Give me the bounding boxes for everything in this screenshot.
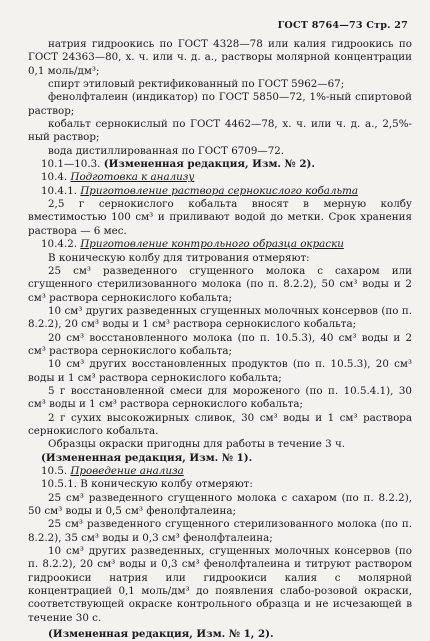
reagent-distilled-water: вода дистиллированная по ГОСТ 6709—72.	[48, 144, 285, 157]
section-10-4-1-title: Приготовление раствора сернокислого кобальта	[80, 184, 359, 197]
paragraph-10-5-1-titration: 10 см³ других разведенных, сгущенных молочных консервов (по п. 8.2.2), 20 см³ воды и 0,3 см³ фенолфталеина и титруют раствором гидроокиси натрия или гидроокиси калия с молярной концентрацией 0,1 моль/дм³ до появления слабо-розовой окраски, соответствующей окраске контрольного образца и не исчезающей в течение 30 с.	[28, 545, 412, 624]
reagent-cobalt-sulfate: кобальт сернокислый по ГОСТ 4462—78, х. ч. или ч. д. а., 2,5%-ный раствор;	[28, 118, 412, 144]
edit-note-1-text: (Измененная редакция, Изм. № 2).	[103, 158, 315, 171]
page-header: ГОСТ 8764—73 Стр. 27	[277, 20, 408, 31]
paragraph-10-4-2-other-preserves: 10 см³ других разведенных сгущенных молочных консервов (по п. 8.2.2), 20 см³ воды и 1 см³ раствора сернокислого кобальта;	[28, 304, 412, 331]
paragraph-10-4-2-intro: В коническую колбу для титрования отмеряют:	[48, 251, 310, 264]
section-10-4-num: 10.4.	[41, 171, 71, 184]
section-10-4-2-num: 10.4.2.	[41, 238, 81, 251]
section-10-4-heading	[28, 171, 412, 184]
paragraph-10-4-2-ice-cream-mix: 5 г восстановленной смеси для мороженого (по п. 10.5.4.1), 30 см³ воды и 1 см³ раствора сернокислого кобальта;	[28, 384, 412, 411]
paragraph-10-5-1-intro: 10.5.1. В коническую колбу отмеряют:	[41, 478, 253, 491]
section-10-4-title: Подготовка к анализу	[70, 171, 195, 184]
document-body	[28, 38, 412, 641]
section-10-4-1-heading	[28, 185, 412, 198]
edit-note-1	[28, 158, 412, 171]
paragraph-10-4-2-validity: Образцы окраски пригодны для работы в течение 3 ч.	[48, 438, 346, 451]
reagent-naoh: натрия гидроокись по ГОСТ 4328—78 или калия гидроокись по ГОСТ 24363—80, х. ч. или ч. д. а., растворы молярной концентрации 0,1 моль/дм³;	[28, 38, 412, 77]
reagent-ethanol: спирт этиловый ректификованный по ГОСТ 5962—67;	[48, 78, 345, 91]
paragraph-10-5-1-sweet-milk: 25 см³ разведенного сгущенного молока с сахаром (по п. 8.2.2), 50 см³ воды и 0,5 см³ фенолфталеина;	[28, 491, 412, 518]
paragraph-10-5-1-sterilized-milk: 25 см³ разведенного сгущенного стерилизованного молока (по п. 8.2.2), 35 см³ воды и 0,3 см³ фенолфталеина;	[28, 518, 412, 544]
section-10-4-2-title: Приготовление контрольного образца окраски	[80, 238, 344, 251]
edit-note-1-prefix: 10.1—10.3.	[41, 158, 104, 171]
edit-note-3: (Измененная редакция, Изм. № 1, 2).	[48, 628, 274, 641]
reagent-phenolphthalein: фенолфталеин (индикатор) по ГОСТ 5850—72, 1%-ный спиртовой раствор;	[28, 91, 412, 117]
paragraph-10-4-2-restored-milk: 20 см³ восстановленного молока (по п. 10.5.3), 40 см³ воды и 2 см³ раствора сернокислого кобальта;	[28, 331, 412, 357]
paragraph-10-4-2-condensed-milk: 25 см³ разведенного сгущенного молока с сахаром или сгущенного стерилизованного молока (по п. 8.2.2), 50 см³ воды и 2 см³ раствора сернокислого кобальта;	[28, 264, 412, 304]
section-10-5-heading	[28, 465, 412, 478]
section-10-5-title: Проведение анализа	[70, 465, 184, 477]
edit-note-2: (Измененная редакция, Изм. № 1).	[41, 451, 253, 464]
paragraph-10-4-1: 2,5 г сернокислого кобальта вносят в мерную колбу вместимостью 100 см³ и приливают водой до метки. Срок хранения раствора — 6 мес.	[28, 198, 412, 237]
paragraph-10-4-2-restored-products: 10 см³ других восстановленных продуктов (по п. 10.5.3), 20 см³ воды и 1 см³ раствора сернокислого кобальта;	[28, 358, 412, 384]
section-10-4-2-heading	[28, 238, 412, 251]
paragraph-10-4-2-dry-cream: 2 г сухих высокожирных сливок, 30 см³ воды и 1 см³ раствора сернокислого кобальта.	[28, 411, 412, 437]
section-10-4-1-num: 10.4.1.	[41, 184, 81, 197]
section-10-5-num: 10.5.	[41, 465, 71, 477]
